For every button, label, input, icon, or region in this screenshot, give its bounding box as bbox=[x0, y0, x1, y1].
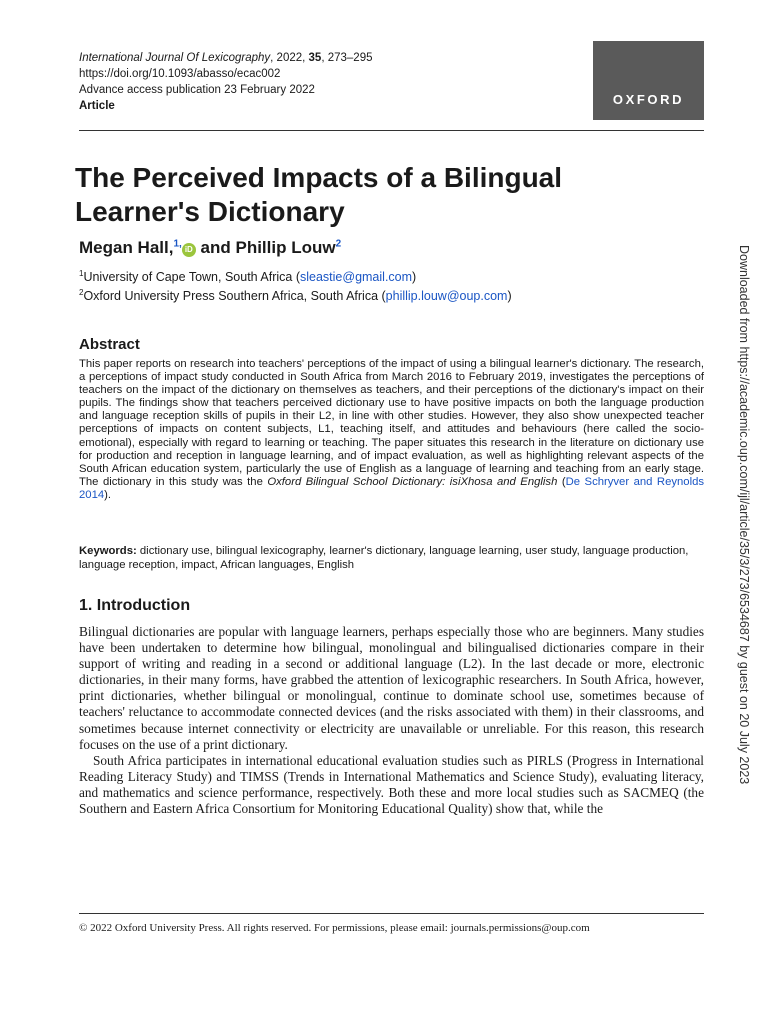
footer-divider bbox=[79, 913, 704, 914]
download-notice bbox=[737, 245, 751, 785]
affiliation-ref[interactable]: 1, bbox=[173, 238, 182, 250]
journal-citation: International Journal Of Lexicography, 2022, 35, 273–295 bbox=[79, 52, 373, 64]
affiliation-item: $^2$Oxford University Press Southern Africa, South Africa (phillip.louw@oup.com) bbox=[79, 288, 512, 304]
article-title: The Perceived Impacts of a Bilingual Learner's Dictionary bbox=[75, 162, 563, 227]
introduction-body bbox=[79, 624, 704, 817]
article-type: Article bbox=[79, 100, 115, 112]
download-notice-text[interactable]: Downloaded from https://academic.oup.com/ijl/article/35/3/273/6534687 by guest on 20 July 2023 bbox=[737, 245, 751, 785]
email-link[interactable]: sleastie@gmail.com bbox=[300, 270, 413, 285]
keywords bbox=[79, 544, 704, 572]
article-metadata bbox=[79, 50, 499, 114]
affiliation-ref[interactable]: 2 bbox=[335, 238, 342, 250]
keywords-label: Keywords: bbox=[79, 545, 137, 557]
abstract-text: This paper reports on research into teachers' perceptions of the impact of using a bilingual learner's dictionary. The research, a perceptions of impact study conducted in South Africa from March 2016 to February 2019, investigates the perceptions of teachers on the impact of the dictionary on themselves as teachers, and their perceptions of the dictionary's impact on their pupils. The findings show that teachers perceived dictionary use to have positive impacts on both the language production and language reception skills of pupils in their L2, in line with other studies. However, they also show unexpected teacher perceptions of impacts on content subjects, L1, teaching itself, and attitudes and behaviours (here called the socio-emotional), especially with regard to learning or teaching. The paper situates this research in the literature on dictionary use for production and reception in language learning, and of impact evaluation, as well as highlighting relevant aspects of the South African education system, particularly the use of English as a language of learning and teaching from an early stage. The dictionary in this study was the Oxford Bilingual School Dictionary: isiXhosa and English (De Schryver and Reynolds 2014). bbox=[79, 358, 705, 501]
dictionary-title: Oxford Bilingual School Dictionary: isiXhosa and English bbox=[267, 475, 558, 488]
header-divider bbox=[79, 130, 704, 131]
paragraph: South Africa participates in international educational evaluation studies such as PIRLS (Progress in International Reading Literacy Study) and TIMSS (Trends in International Mathematics and Science Study), evaluating literacy, and mathematics and science performance, respectively. Both these and more local studies such as SACMEQ (the Southern and Eastern Africa Consortium for Monitoring Educational Quality) show that, while the bbox=[79, 752, 704, 817]
doi-link[interactable]: https://doi.org/10.1093/abasso/ecac002 bbox=[79, 68, 281, 80]
advance-access-date: Advance access publication 23 February 2022 bbox=[79, 84, 315, 96]
copyright-footer: © 2022 Oxford University Press. All rights reserved. For permissions, please email: journals.permissions@oup.com bbox=[79, 922, 590, 934]
journal-name: International Journal Of Lexicography bbox=[79, 52, 271, 64]
orcid-icon[interactable]: iD bbox=[182, 243, 196, 257]
paragraph: Bilingual dictionaries are popular with language learners, perhaps especially those who are beginners. Many studies have been undertaken to determine how bilingual, monolingual and bilingualised dictionaries compare in their support of writing and reading in a second or additional language (L2). In the last decade or more, electronic dictionaries, in their many forms, have grabbed the attention of lexicographic researchers. In South Africa, however, print dictionaries, whether bilingual or monolingual, continue to dominate school use, sometimes because of teachers' reluctance to accommodate connected devices (and the risks associated with them) in their classrooms, and sometimes because internet connectivity or electricity are unavailable or unreliable. For this reason, this research focuses on the use of a print dictionary. bbox=[79, 624, 704, 752]
volume: 35 bbox=[308, 52, 322, 64]
keywords-list: dictionary use, bilingual lexicography, learner's dictionary, language learning, user study, language production, language reception, impact, African languages, English bbox=[79, 545, 689, 571]
oxford-logo[interactable] bbox=[593, 41, 704, 120]
abstract-heading: Abstract bbox=[79, 336, 140, 353]
author-name[interactable]: and Phillip Louw bbox=[195, 238, 336, 257]
email-link[interactable]: phillip.louw@oup.com bbox=[385, 289, 508, 304]
author-name[interactable]: Megan Hall, bbox=[79, 238, 174, 257]
affiliations bbox=[79, 266, 512, 304]
reference-link[interactable]: De Schryver and Reynolds 2014 bbox=[79, 475, 705, 501]
logo-text: OXFORD bbox=[612, 92, 685, 107]
affiliation-item: $^1$University of Cape Town, South Africa (sleastie@gmail.com) bbox=[79, 269, 417, 285]
section-heading-introduction: 1. Introduction bbox=[79, 597, 191, 614]
author-list bbox=[79, 238, 341, 258]
